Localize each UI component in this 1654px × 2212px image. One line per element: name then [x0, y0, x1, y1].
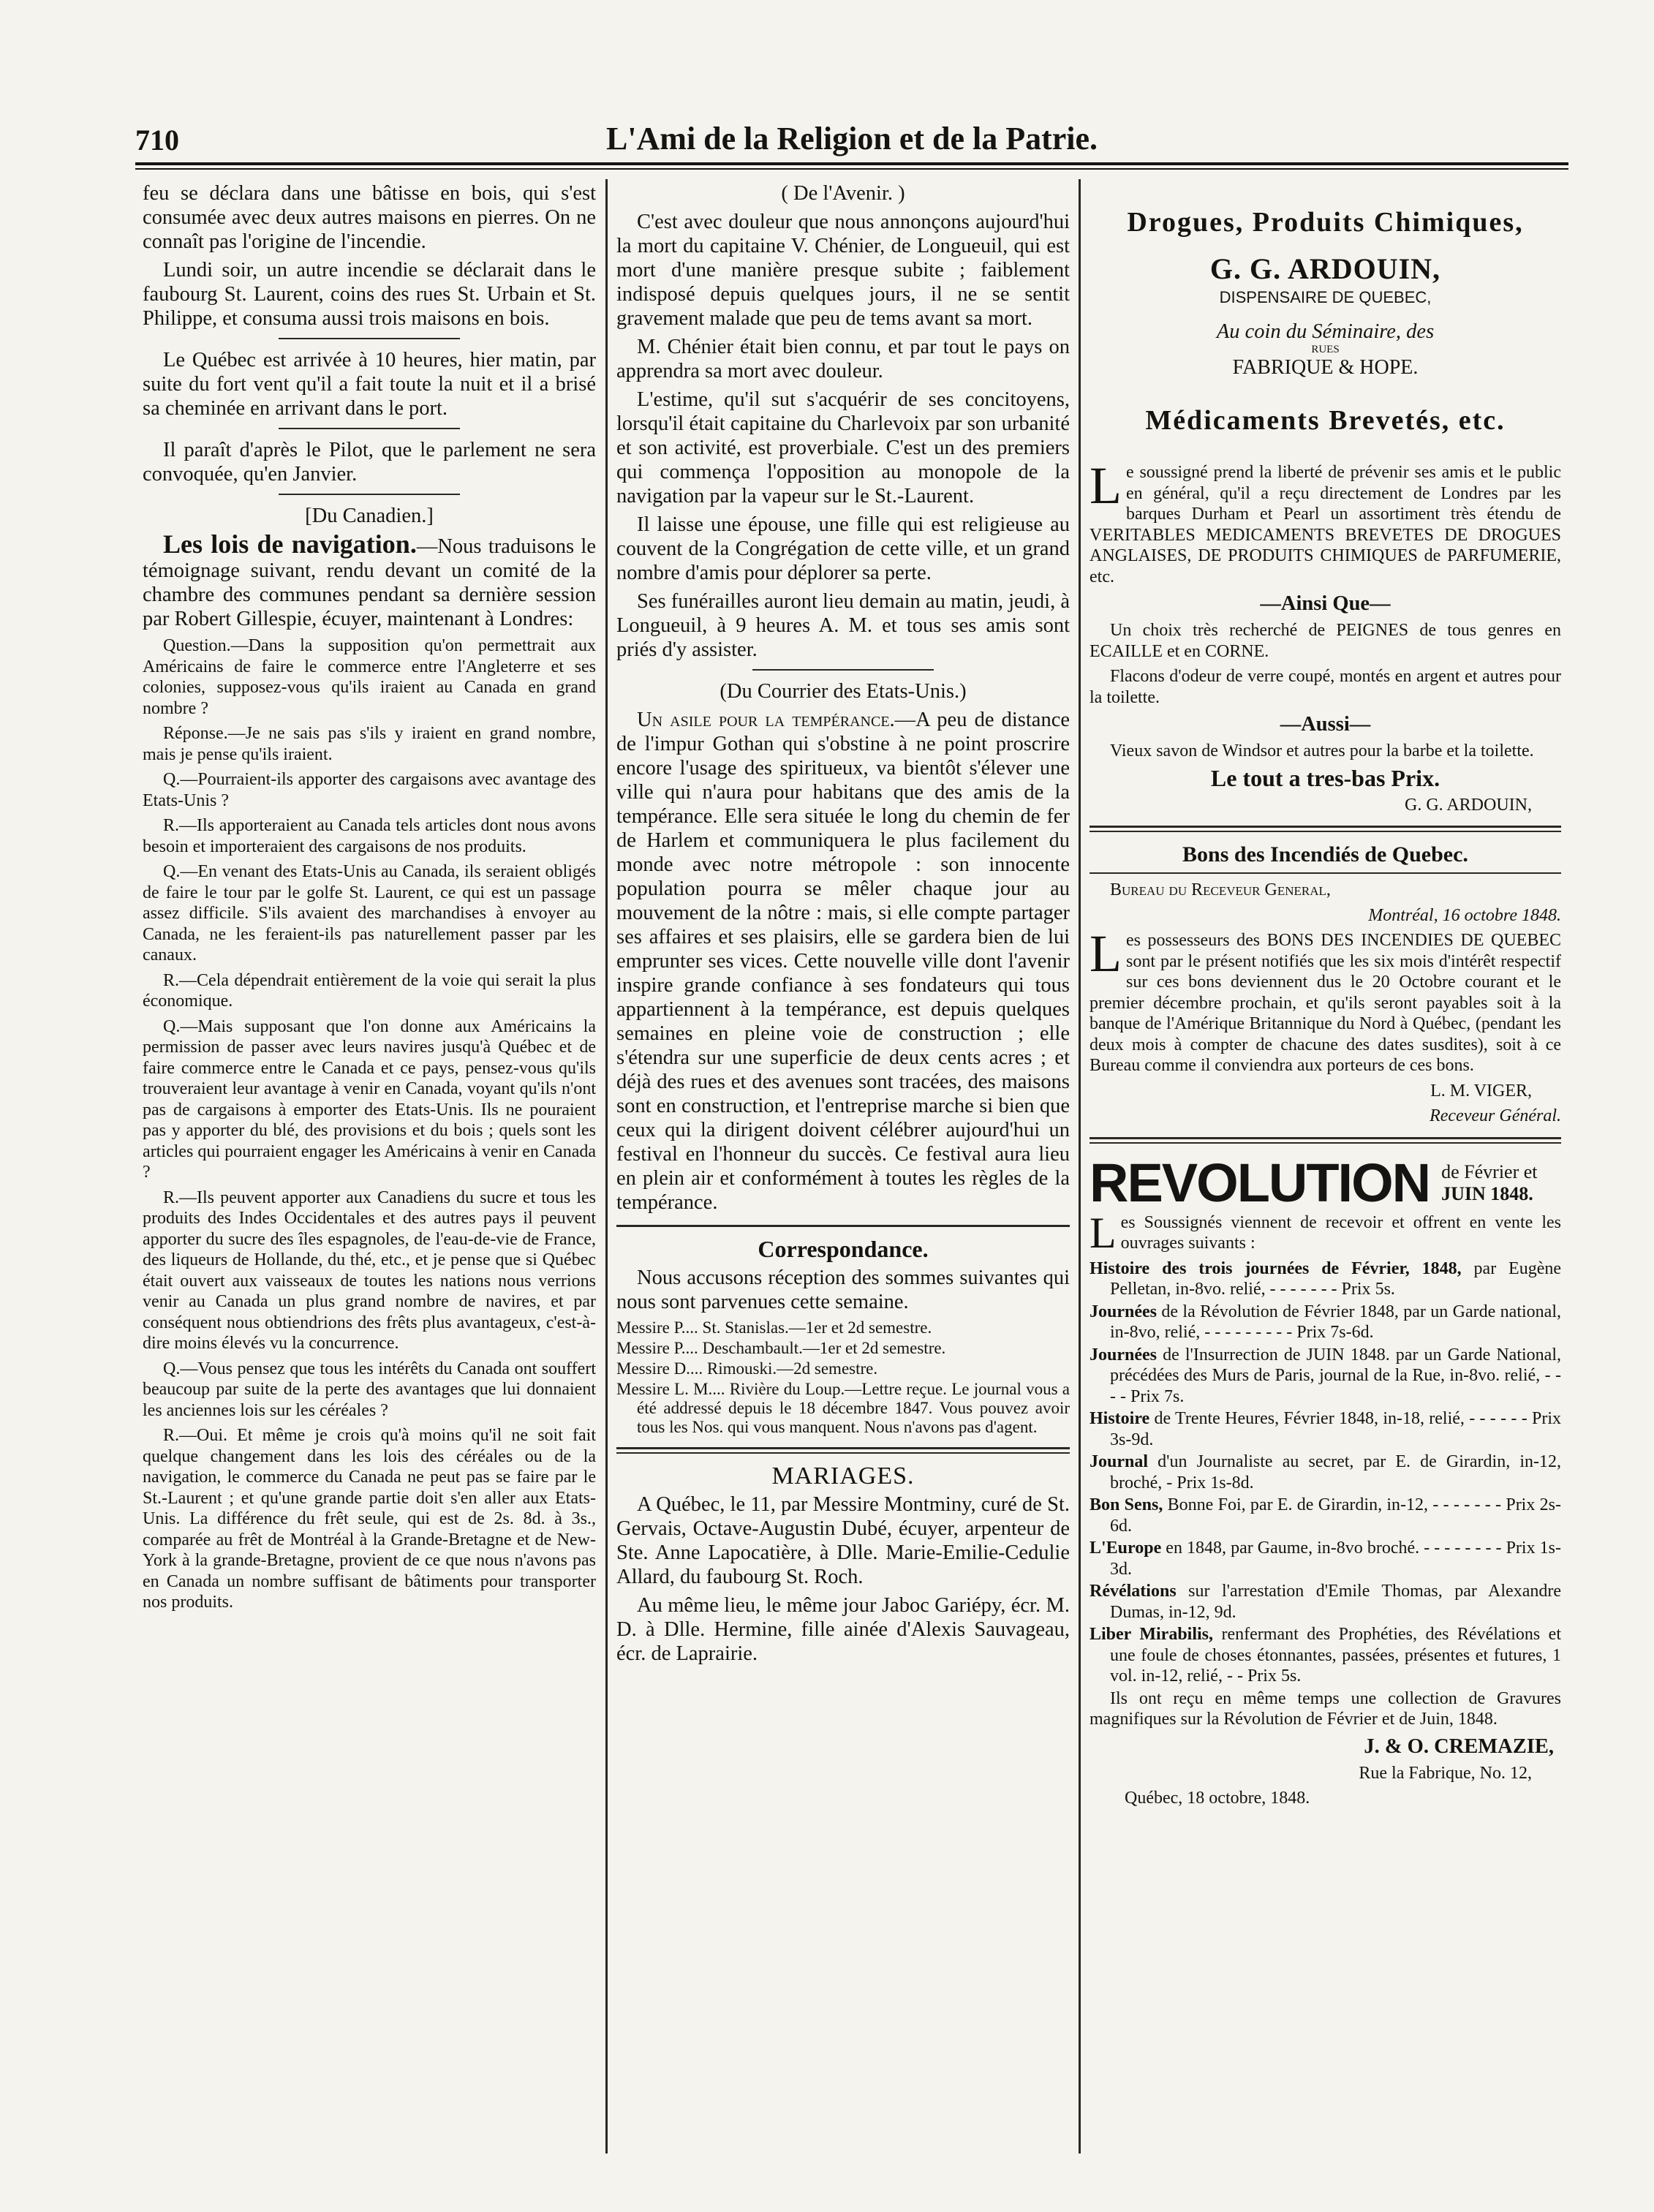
correspondance-list — [616, 1318, 1070, 1437]
ardouin-ad-text4: Vieux savon de Windsor et autres pour la barbe et la toilette. — [1110, 741, 1534, 760]
book-item — [1090, 1452, 1561, 1493]
book-item — [1090, 1538, 1561, 1579]
separator — [1090, 826, 1561, 832]
article-paragraph: Ses funérailles auront lieu demain au matin, jeudi, à Longueuil, à 9 heures A. M. et tous ses amis sont priés d'y assister. — [616, 590, 1070, 661]
qa-item: R.—Ils peuvent apporter aux Canadiens du sucre et tous les produits des Indes Occidentales et des autres pays il peuvent apporter du sucre des îles espagnoles, de l'eau-de-vie de France, des liqueurs de Hollande, du thé, etc., et je pense que si Québec était ouvert aux vaisseaux de toutes les nations nous verrions venir au Canada un plus grand nombre de navires, et par conséquent nous obtiendrions des frêts plus avantageux, c'est-à-dire moins élevés vu la concurrence. — [143, 1188, 596, 1353]
revolution-outro: Ils ont reçu en même temps une collection de Gravures magnifiques sur la Révolution de Février et de Juin, 1848. — [1090, 1688, 1561, 1729]
revolution-intro-text: es Soussignés viennent de recevoir et offrent en vente les ouvrages suivants : — [1120, 1212, 1561, 1253]
qa-item: Q.—Vous pensez que tous les intérêts du Canada ont souffert beaucoup par suite de la perte des avantages que lui donnaient les anciennes lois sur les céréales ? — [143, 1359, 596, 1420]
book-title: Bon Sens, — [1090, 1495, 1163, 1514]
qa-item: Q.—Mais supposant que l'on donne aux Américains la permission de passer avec leurs navires jusqu'à Québec et de faire commerce entre le Canada et ce pays, pensez-vous qu'ils trouveraient leur avantage à venir en Canada, voyant qu'ils n'ont pas de cargaisons à emporter des Etats-Unis. Ils ne pouraient pas y apporter du blé, des provisions et du bois ; quels sont les articles qui pourraient engager les Américains à venir en Canada ? — [143, 1016, 596, 1182]
separator — [616, 1225, 1070, 1227]
qa-block — [143, 635, 596, 1613]
coin-line: Au coin du Séminaire, des — [1216, 320, 1435, 343]
book-desc: par Eugène Pelletan, in-8vo. relié, - - - - - - - Prix — [1110, 1258, 1561, 1299]
separator — [1090, 1137, 1561, 1144]
qa-item: Q.—Pourraient-ils apporter des cargaisons avec avantage des Etats-Unis ? — [143, 770, 596, 810]
bons-notice-body: es possesseurs des BONS DES INCENDIES DE QUEBEC sont par le présent notifiés que les six mois d'intérêt respectif sur ces bons deviennent dus le 20 Octobre courant et le premier décembre prochain, et qu'ils seront payables soit à la banque de l'Amérique Britannique du Nord à Québec, (pendant les deux mois à compter de chacune des dates susdites), soit à ce Bureau comme il conviendra aux porteurs de ces bons. — [1090, 931, 1561, 1075]
temperance-text: —A peu de distance de l'impur Gothan qui s'obstine à ne point proscrire encore l'usage des spiritueux, va bientôt s'élever une ville qui n'aura pour habitans que des amis de la tempérance. Elle sera située le long du chemin de fer de Harlem et communiquera le plus facilement du monde avec notre métropole : son innocente population pourra se mêler chaque jour au mouvement de la nôtre : mais, si elle compte partager ses affaires et ses plaisirs, elle se gardera bien de lui emprunter ses vices. Cette nouvelle ville dont l'avenir inspire grande confiance à ses fondateurs qui tous appartiennent à la tempérance, est depuis quelques semaines en pleine voie de construction ; elle s'étendra sur une superficie de deux cents acres ; et déjà des rues et des avenues sont tracées, des maisons sont en construction, et l'entreprise marche si bien que ceux qui la dirigent doivent célébrer aujourd'hui un festival en l'honneur du succès. Ce festival aura lieu en plein air et conformément à toutes les règles de la tempérance. — [616, 709, 1070, 1214]
temperance-headline: Un asile pour la tempérance. — [637, 709, 895, 731]
book-item — [1090, 1581, 1561, 1623]
correspondance-item: Messire P.... Deschambault.—1er et 2d semestre. — [616, 1339, 946, 1357]
rues-line: RUES — [1311, 344, 1340, 355]
source-line: (Du Courrier des Etats-Unis.) — [720, 680, 967, 703]
revolution-dates — [1441, 1161, 1537, 1205]
separator — [279, 338, 460, 339]
column-1 — [143, 181, 596, 1618]
article-paragraph: L'estime, qu'il sut s'acquérir de ses concitoyens, lorsqu'il était capitaine du Charlevoix par son urbanité et son activité, est proverbiale. C'est un des premiers qui commença l'opposition au monopole de la navigation par la vapeur sur le St.-Laurent. — [616, 388, 1070, 507]
header-rule-thick — [135, 162, 1568, 165]
column-3 — [1090, 181, 1561, 1813]
book-title: Journal — [1090, 1452, 1149, 1471]
bureau-line: Bureau du Receveur General, — [1110, 880, 1331, 899]
qa-item: R.—Cela dépendrait entièrement de la voie qui serait la plus économique. — [143, 970, 596, 1011]
ad-arc-heading-bottom: Médicaments Brevetés, etc. — [1145, 405, 1506, 436]
navigation-article-intro — [143, 529, 596, 631]
header-rule-thin — [135, 168, 1568, 170]
article-paragraph: Il laisse une épouse, une fille qui est religieuse au couvent de la Congrégation de cette ville, et un grand nombre d'amis pour déplorer sa perte. — [616, 513, 1070, 584]
ardouin-name: G. G. ARDOUIN, — [1209, 252, 1441, 285]
book-title: Journées — [1090, 1302, 1157, 1321]
book-desc: sur l'arrestation d'Emile Thomas, par Alexandre Dumas, in-12, — [1110, 1582, 1561, 1622]
separator — [279, 428, 460, 429]
fabrique-hope-line: FABRIQUE & HOPE. — [1232, 356, 1419, 379]
column-divider-2 — [1079, 179, 1081, 2154]
book-list — [1090, 1258, 1561, 1687]
article-paragraph: Lundi soir, un autre incendie se déclarait dans le faubourg St. Laurent, coins des rues St. Urbain et St. Philippe, et consuma aussi trois maisons en bois. — [143, 259, 596, 330]
ardouin-ad-text — [1090, 456, 1561, 587]
page-number: 710 — [135, 124, 179, 156]
revolution-heading — [1090, 1154, 1561, 1212]
separator — [752, 669, 934, 671]
book-title: Journées — [1090, 1345, 1157, 1364]
book-price: 7s-6d. — [1330, 1323, 1374, 1342]
book-price: 3s-9d. — [1110, 1430, 1154, 1449]
article-paragraph: C'est avec douleur que nous annonçons aujourd'hui la mort du capitaine V. Chénier, de Longueuil, qui est mort d'une manière presque subite ; faiblement indisposé depuis quelques jours, il ne se sentit gravement malade que peu de tems avant sa mort. — [616, 211, 1070, 330]
book-desc: de la Révolution de Février 1848, par un Garde national, in-8vo, relié, - - - - - - - - - Prix — [1110, 1302, 1561, 1342]
navigation-intro-text: —Nous traduisons le témoignage suivant, rendu devant un comité de la chambre des communes pendant sa dernière session par Robert Gillespie, écuyer, maintenant à Londres: — [143, 535, 596, 630]
book-title: L'Europe — [1090, 1539, 1162, 1558]
separator — [279, 494, 460, 495]
ardouin-ad-text3: Flacons d'odeur de verre coupé, montés en argent et autres pour la toilette. — [1090, 667, 1561, 707]
bons-notice — [1090, 924, 1561, 1076]
book-title: Histoire des trois journées de Février, 1848, — [1090, 1258, 1462, 1278]
mariage-notice: A Québec, le 11, par Messire Montminy, curé de St. Gervais, Octave-Augustin Dubé, écuyer, arpenteur de Ste. Anne Lapocatière, à Dlle. Marie-Emilie-Cedulie Allard, du faubourg St. Roch. — [616, 1493, 1070, 1588]
book-price: 2s-6d. — [1110, 1495, 1561, 1536]
correspondance-headline: Correspondance. — [758, 1236, 929, 1262]
qa-item: Q.—En venant des Etats-Unis au Canada, ils seraient obligés de faire le tour par le golfe St. Laurent, ce qui est un passage assez difficile. S'ils avaient des marchandises à envoyer au Canada, ne les feraient-ils pas naturellement passer par les canaux. — [143, 862, 596, 965]
ainsi-que: —Ainsi Que— — [1260, 592, 1391, 615]
separator — [616, 1447, 1070, 1454]
mariage-notice: Au même lieu, le même jour Jaboc Gariépy, écr. M. D. à Dlle. Hermine, fille ainée d'Alexis Sauvageau, écr. de Laprairie. — [616, 1594, 1070, 1665]
revolution-title: REVOLUTION — [1090, 1152, 1430, 1213]
book-desc: de l'Insurrection de JUIN 1848. par un Garde National, précédées des Murs de Paris, journal de la Rue, in-8vo. relié, - - - - Prix — [1110, 1345, 1561, 1406]
book-price: 5s. — [1280, 1666, 1302, 1686]
qa-item: R.—Ils apporteraient au Canada tels articles dont nous avons besoin et importeraient des cargaisons de nos produits. — [143, 816, 596, 856]
viger-signature: L. M. VIGER, — [1430, 1081, 1532, 1101]
correspondance-item: Messire D.... Rimouski.—2d semestre. — [616, 1359, 878, 1378]
running-title: L'Ami de la Religion et de la Patrie. — [605, 121, 1098, 156]
qa-item: Question.—Dans la supposition qu'on permettrait aux Américains de faire le commerce entre l'Angleterre et ses colonies, supposez-vous qu'ils iraient au Canada en grand nombre ? — [143, 636, 596, 718]
book-price: 7s. — [1164, 1386, 1185, 1406]
book-item — [1090, 1495, 1561, 1536]
book-price: 1s-3d. — [1110, 1539, 1561, 1579]
revolution-dates-1: de Février et — [1441, 1160, 1538, 1182]
temperance-article — [616, 708, 1070, 1215]
book-title: Histoire — [1090, 1409, 1150, 1428]
correspondance-item: Messire L. M.... Rivière du Loup.—Lettre reçue. Le journal vous a été addressé depuis le 18 décembre 1847. Vous pouvez avoir tous les Nos. qui vous manquent. Nous n'avons pas d'agent. — [616, 1380, 1070, 1436]
dropcap: L — [1090, 924, 1122, 983]
revolution-intro — [1090, 1208, 1561, 1257]
book-desc: de Trente Heures, Février 1848, in-18, relié, - - - - - - Prix — [1149, 1409, 1561, 1428]
article-paragraph: feu se déclara dans une bâtisse en bois, qui s'est consumée avec deux autres maisons en pierres. On ne connaît pas l'origine de l'incendie. — [143, 182, 596, 253]
article-paragraph: Il paraît d'après le Pilot, que le parlement ne sera convoquée, qu'en Janvier. — [143, 439, 596, 486]
cremazie-address: Rue la Fabrique, No. 12, — [1359, 1763, 1532, 1783]
cremazie-signature: J. & O. CREMAZIE, — [1364, 1735, 1554, 1758]
ardouin-ad-body: e soussigné prend la liberté de prévenir ses amis et le public en général, qu'il a reçu directement de Londres par les barques Durham et Pearl un assortiment très étendu de VERITABLES MEDICAMENTS BREVETES DE DROGUES ANGLAISES, DE PRODUITS CHIMIQUES de PARFUMERIE, etc. — [1090, 463, 1561, 586]
bons-headline: Bons des Incendiés de Quebec. — [1182, 842, 1468, 867]
source-line: ( De l'Avenir. ) — [781, 182, 905, 205]
book-desc: renfermant des Prophéties, des Révélations et une foule de choses étonnantes, passées, présentes et futures, 1 vol. in-12, relié, - - Prix — [1110, 1625, 1561, 1686]
dispensaire-line: DISPENSAIRE DE QUEBEC, — [1219, 288, 1432, 306]
column-divider-1 — [605, 179, 608, 2154]
montreal-date: Montréal, 16 octobre 1848. — [1368, 905, 1561, 925]
column-2 — [616, 181, 1070, 1670]
correspondance-item: Messire P.... St. Stanislas.—1er et 2d semestre. — [616, 1318, 932, 1337]
book-item — [1090, 1408, 1561, 1450]
tout-prix: Le tout a tres-bas Prix. — [1210, 764, 1440, 791]
ad-arc-heading-top: Drogues, Produits Chimiques, — [1127, 207, 1524, 238]
page-header — [135, 110, 1568, 154]
book-price: 1s-8d. — [1210, 1473, 1254, 1492]
qa-item: R.—Oui. Et même je crois qu'à moins qu'il ne soit fait quelque changement dans les lois des céréales ou de la navigation, le commerce du Canada ne peut pas se faire par le St.-Laurent ; et qu'une grande partie doit s'en aller aux Etats-Unis. La différence du frêt seule, qui est de 2s. 8d. à 3s., comparée au frêt de Montréal à la Grande-Bretagne et de New-York à la grande-Bretagne, provient de ce que nous n'avons pas en Canada un nombre suffisant de bâtiments pour transporter nos produits. — [143, 1426, 596, 1612]
article-paragraph: M. Chénier était bien connu, et par tout le pays on apprendra sa mort avec douleur. — [616, 336, 1070, 382]
revolution-dates-2: JUIN 1848. — [1441, 1182, 1533, 1204]
book-desc: en 1848, par Gaume, in-8vo broché. - - - - - - - - Prix — [1161, 1539, 1536, 1558]
receveur-title: Receveur Général. — [1430, 1106, 1561, 1125]
book-item — [1090, 1302, 1561, 1343]
aussi: —Aussi— — [1280, 713, 1371, 736]
separator — [1090, 872, 1561, 874]
correspondance-text: Nous accusons réception des sommes suivantes qui nous sont parvenues cette semaine. — [616, 1267, 1070, 1313]
book-desc: Bonne Foi, par E. de Girardin, in-12, - - - - - - - Prix — [1163, 1495, 1536, 1514]
qa-item: Réponse.—Je ne sais pas s'ils y iraient en grand nombre, mais je pense qu'ils iraient. — [143, 724, 596, 764]
book-price: 9d. — [1214, 1602, 1236, 1622]
dropcap: L — [1090, 456, 1122, 515]
book-item — [1090, 1258, 1561, 1300]
book-item — [1090, 1345, 1561, 1408]
cremazie-date: Québec, 18 octobre, 1848. — [1125, 1789, 1310, 1808]
article-paragraph: Le Québec est arrivée à 10 heures, hier matin, par suite du fort vent qu'il a fait toute la nuit et il a brisé sa cheminée en arrivant dans le port. — [143, 349, 596, 420]
book-desc: d'un Journaliste au secret, par E. de Girardin, in-12, broché, - Prix — [1110, 1452, 1561, 1492]
ardouin-signature: G. G. ARDOUIN, — [1405, 795, 1532, 815]
book-price: 5s. — [1375, 1280, 1395, 1299]
book-item — [1090, 1624, 1561, 1687]
dropcap: L — [1090, 1208, 1117, 1257]
navigation-headline: Les lois de navigation. — [163, 529, 417, 559]
ardouin-ad-text2: Un choix très recherché de PEIGNES de tous genres en ECAILLE et en CORNE. — [1090, 621, 1561, 661]
book-title: Révélations — [1090, 1582, 1177, 1601]
source-line: [Du Canadien.] — [305, 505, 434, 527]
mariages-headline: MARIAGES. — [771, 1462, 915, 1490]
book-title: Liber Mirabilis, — [1090, 1625, 1214, 1644]
